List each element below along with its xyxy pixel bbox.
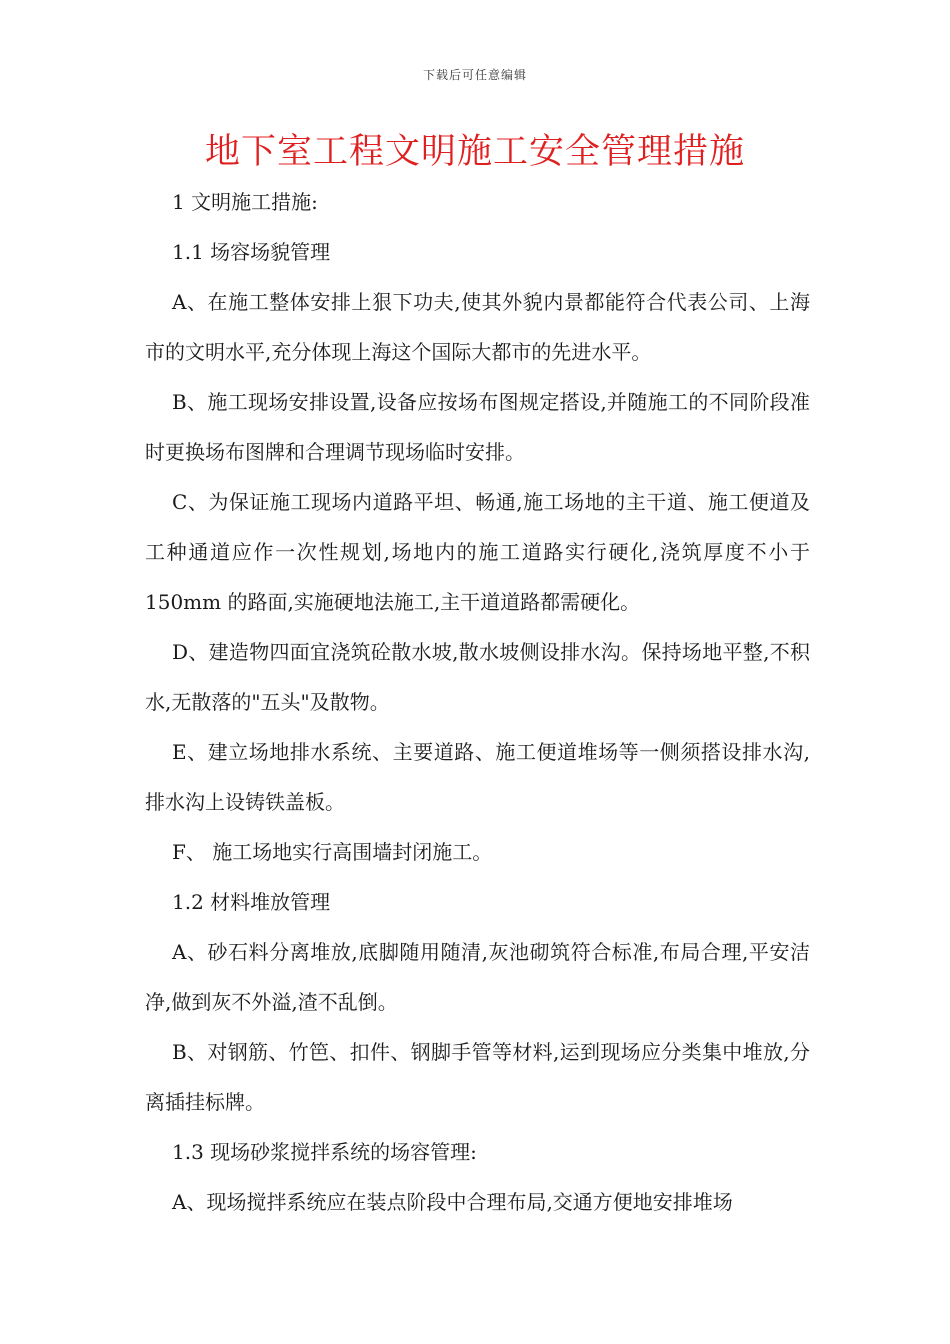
- page-header-note: 下载后可任意编辑: [422, 68, 527, 82]
- subsection-heading: 1.1 场容场貌管理: [172, 240, 331, 264]
- section-heading: 1 文明施工措施:: [172, 190, 318, 214]
- paragraph: A、在施工整体安排上狠下功夫,使其外貌内景都能符合代表公司、上海市的文明水平,充分体现上海这个国际大都市的先进水平。: [145, 290, 810, 364]
- subsection-heading: 1.2 材料堆放管理: [172, 890, 331, 914]
- paragraph: A、现场搅拌系统应在装点阶段中合理布局,交通方便地安排堆场: [172, 1190, 733, 1214]
- paragraph: C、为保证施工现场内道路平坦、畅通,施工场地的主干道、施工便道及工种通道应作一次性规划,场地内的施工道路实行硬化,浇筑厚度不小于 150mm 的路面,实施硬地法施工,主干道道路都需硬化。: [145, 490, 810, 614]
- document-body: [145, 177, 810, 1227]
- paragraph: B、施工现场安排设置,设备应按场布图规定搭设,并随施工的不同阶段准时更换场布图牌和合理调节现场临时安排。: [145, 390, 810, 464]
- paragraph: F、 施工场地实行高围墙封闭施工。: [172, 840, 493, 864]
- paragraph: B、对钢筋、竹笆、扣件、钢脚手管等材料,运到现场应分类集中堆放,分离插挂标牌。: [145, 1040, 810, 1114]
- subsection-heading: 1.3 现场砂浆搅拌系统的场容管理:: [172, 1140, 477, 1164]
- paragraph: D、建造物四面宜浇筑砼散水坡,散水坡侧设排水沟。保持场地平整,不积水,无散落的"五头"及散物。: [145, 640, 810, 714]
- paragraph: A、砂石料分离堆放,底脚随用随清,灰池砌筑符合标准,布局合理,平安洁净,做到灰不外溢,渣不乱倒。: [145, 940, 810, 1014]
- paragraph: E、建立场地排水系统、主要道路、施工便道堆场等一侧须搭设排水沟,排水沟上设铸铁盖板。: [145, 740, 810, 814]
- document-title: 地下室工程文明施工安全管理措施: [204, 132, 745, 172]
